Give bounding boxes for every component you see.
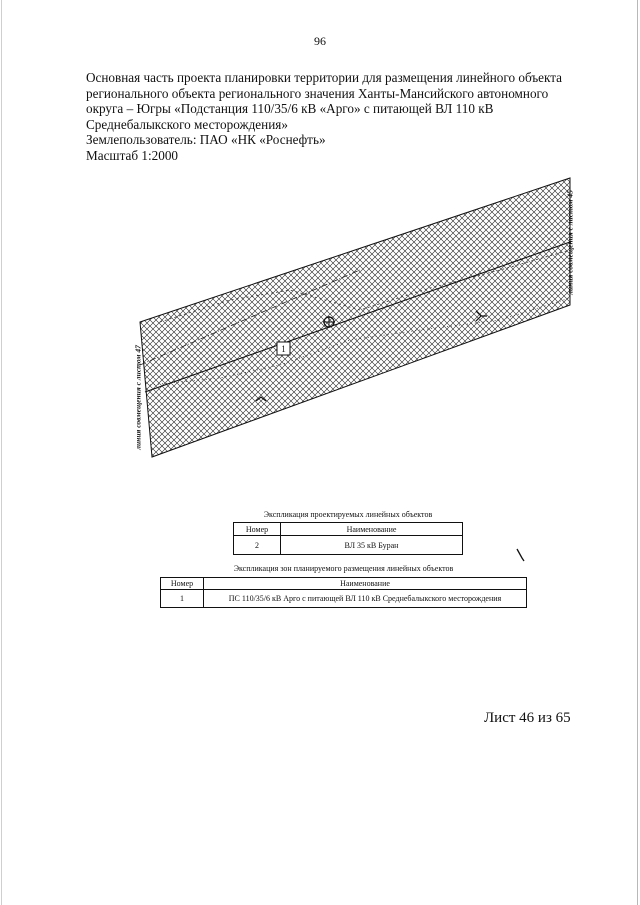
sheet-counter: Лист 46 из 65 bbox=[484, 710, 571, 726]
planning-map bbox=[120, 170, 590, 470]
header-line-3: округа – Югры «Подстанция 110/35/6 кВ «Арго» с питающей ВЛ 110 кВ bbox=[86, 101, 494, 117]
header-line-4: Среднебалыкского месторождения» bbox=[86, 116, 288, 132]
zones-explication-table bbox=[160, 577, 527, 608]
lines-table-caption: Экспликация проектируемых линейных объектов bbox=[263, 510, 433, 519]
table-header-row bbox=[161, 578, 527, 590]
column-header-name: Наименование bbox=[204, 578, 527, 590]
cell-name: ВЛ 35 кВ Буран bbox=[281, 536, 463, 555]
match-line-label-right: линия совмещения с листом 45 bbox=[565, 190, 575, 295]
scale-label: Масштаб 1:2000 bbox=[86, 147, 179, 163]
pen-tick-mark bbox=[516, 548, 526, 562]
table-header-row bbox=[234, 523, 463, 536]
match-line-label-left: линия совмещения с листом 47 bbox=[133, 345, 143, 450]
header-line-2: регионального объекта регионального значения Ханты-Мансийского автономного bbox=[86, 85, 549, 101]
column-header-number: Номер bbox=[161, 578, 204, 590]
zone-marker-label: 1 bbox=[281, 344, 286, 354]
lines-explication-table bbox=[233, 522, 463, 555]
cell-number: 1 bbox=[161, 590, 204, 608]
column-header-name: Наименование bbox=[281, 523, 463, 536]
land-user: Землепользователь: ПАО «НК «Роснефть» bbox=[86, 132, 326, 148]
cell-number: 2 bbox=[234, 536, 281, 555]
column-header-number: Номер bbox=[234, 523, 281, 536]
header-line-1: Основная часть проекта планировки территории для размещения линейного объекта bbox=[86, 70, 563, 85]
scan-edge-left bbox=[1, 0, 2, 905]
zones-table-caption: Экспликация зон планируемого размещения линейных объектов bbox=[233, 564, 454, 573]
cell-name: ПС 110/35/6 кВ Арго с питающей ВЛ 110 кВ Среднебалыкского месторождения bbox=[204, 590, 527, 608]
table-row bbox=[161, 590, 527, 608]
document-header bbox=[86, 70, 576, 164]
scan-edge-right bbox=[637, 0, 638, 905]
page-number: 96 bbox=[314, 34, 326, 48]
table-row bbox=[234, 536, 463, 555]
